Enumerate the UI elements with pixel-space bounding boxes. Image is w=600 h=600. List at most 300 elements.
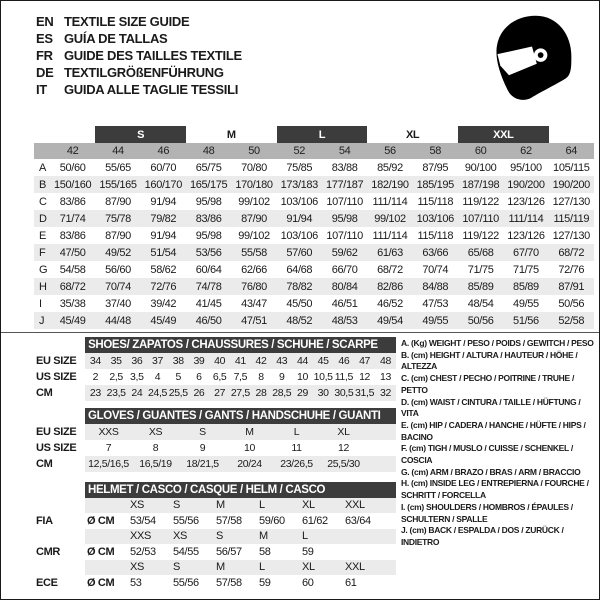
- measure-value: 57/60: [277, 244, 322, 261]
- measure-value: 80/84: [322, 278, 367, 295]
- measure-value: 90/100: [464, 161, 497, 174]
- measure-value: 44/48: [95, 312, 140, 329]
- measure-value: 91/94: [150, 229, 177, 242]
- measure-value: 91/94: [277, 210, 322, 227]
- measure-value: 71/74: [50, 210, 95, 227]
- row-letter: J: [34, 312, 50, 329]
- legend-item: E. (cm) HIP / CADERA / HANCHE / HÜFTE / HIPS / BACINO: [401, 419, 586, 442]
- racing-helmet-icon: [484, 9, 580, 107]
- gloves-row-eu-size: [36, 424, 396, 440]
- accessory-tables: [36, 337, 396, 591]
- helmet-value: 56/57: [216, 545, 242, 558]
- helmet-value-row-fia: [36, 513, 396, 529]
- helmet-title: HELMET / CASCO / CASQUE / HELM / CASCO: [85, 482, 396, 498]
- measure-value: 43/47: [241, 297, 267, 310]
- shoes-value: 28,5: [272, 387, 292, 399]
- measure-value: 111/114: [503, 210, 548, 227]
- shoes-value: 4: [154, 371, 161, 383]
- legend-item: G. (cm) ARM / BRAZO / BRAS / ARM / BRACCIO: [401, 466, 581, 477]
- measure-value: 64/68: [286, 263, 313, 276]
- measure-value: 55/58: [231, 244, 276, 261]
- measure-value: 62/66: [241, 263, 267, 276]
- measure-value: 76/80: [231, 278, 276, 295]
- size-number: 56: [367, 143, 412, 159]
- gloves-value: 7: [105, 442, 112, 454]
- language-row: [36, 64, 242, 81]
- helmet-value: 55/56: [173, 576, 199, 589]
- helmet-unit-label: Ø CM: [87, 545, 115, 558]
- measure-value: 71/75: [467, 263, 494, 276]
- helmet-size-label: XL: [299, 560, 342, 576]
- shoes-value: 13: [379, 371, 391, 383]
- measure-value: 72/76: [558, 263, 585, 276]
- measure-value: 123/126: [507, 229, 545, 242]
- measure-value: 127/130: [552, 195, 590, 208]
- measure-row-c: [34, 193, 594, 210]
- size-number: 48: [186, 143, 231, 159]
- measure-value: 99/102: [367, 210, 412, 227]
- size-group-xxl: XXL: [458, 126, 549, 143]
- shoes-value: 44: [292, 353, 313, 369]
- helmet-value: 58: [259, 545, 271, 558]
- shoes-value: 23: [85, 385, 106, 401]
- measure-value: 182/190: [367, 176, 412, 193]
- gloves-row-us-size: [36, 440, 396, 456]
- shoes-value: 25,5: [168, 387, 188, 399]
- measure-value: 187/198: [458, 176, 503, 193]
- measure-value: 165/175: [186, 176, 231, 193]
- measure-value: 95/100: [510, 161, 542, 174]
- row-letter: I: [39, 297, 42, 310]
- measure-value: 177/187: [322, 176, 367, 193]
- measure-value: 50/56: [458, 312, 503, 329]
- measure-value: 150/160: [50, 176, 95, 193]
- measure-row-b: [34, 176, 594, 193]
- measure-value: 65/68: [458, 244, 503, 261]
- helmet-value: 54/55: [173, 545, 199, 558]
- measure-value: 107/110: [326, 195, 363, 208]
- language-code: FR: [36, 48, 53, 63]
- helmet-value: 53: [130, 576, 142, 589]
- shoes-value: 27,5: [230, 387, 250, 399]
- helmet-value: 57/58: [216, 576, 242, 589]
- measure-row-i: [34, 295, 594, 312]
- gloves-value: 20/24: [226, 456, 273, 472]
- legend-item: F. (cm) TIGH / MUSLO / CUISSE / SCHENKEL / COSCIA: [401, 443, 573, 466]
- helmet-standard-label: CMR: [36, 544, 85, 560]
- row-letter: G: [39, 263, 48, 276]
- helmet-unit-label: Ø CM: [87, 576, 115, 589]
- measure-value: 107/110: [326, 229, 363, 242]
- shoes-row-label: EU SIZE: [36, 353, 85, 369]
- measure-value: 75/78: [95, 210, 140, 227]
- gloves-value: XL: [320, 424, 367, 440]
- gloves-row-label: EU SIZE: [36, 424, 85, 440]
- measure-value: 60/70: [150, 161, 177, 174]
- helmet-size-label: M: [213, 498, 256, 514]
- language-row: [36, 13, 242, 30]
- measure-value: 115/119: [549, 210, 594, 227]
- shoes-title: SHOES/ ZAPATOS / CHAUSSURES / SCHUHE / SCARPE: [85, 337, 396, 353]
- shoes-value: 10,5: [313, 371, 333, 383]
- helmet-size-label: XL: [299, 498, 342, 514]
- shoes-value: 2: [92, 371, 99, 383]
- measure-value: 70/80: [241, 161, 267, 174]
- measure-value: 87/90: [231, 210, 276, 227]
- measure-value: 72/76: [141, 278, 186, 295]
- measure-value: 75/85: [286, 161, 313, 174]
- gloves-value: 18/21,5: [179, 456, 226, 472]
- shoes-value: 23,5: [106, 387, 126, 399]
- shoes-value: 8: [258, 371, 264, 383]
- measure-value: 85/92: [377, 161, 403, 174]
- measure-value: 35/38: [59, 297, 86, 310]
- size-number: 60: [458, 143, 503, 159]
- shoes-value: 35: [106, 353, 127, 369]
- measure-value: 46/50: [186, 312, 231, 329]
- helmet-value: 59: [302, 545, 314, 558]
- gloves-size-table: [36, 408, 396, 472]
- helmet-size-label: S: [170, 498, 213, 514]
- measure-value: 51/56: [503, 312, 548, 329]
- gloves-filler: [367, 440, 396, 456]
- measure-value: 65/75: [195, 161, 222, 174]
- measure-value: 87/90: [105, 229, 131, 242]
- gloves-value: 25,5/30: [320, 456, 367, 472]
- measurement-legend: [401, 338, 598, 549]
- measure-value: 46/51: [331, 297, 358, 310]
- measure-value: 45/49: [141, 312, 186, 329]
- helmet-size-label: XS: [170, 529, 213, 545]
- measure-value: 99/102: [238, 229, 270, 242]
- measure-value: 45/50: [286, 297, 313, 310]
- language-title-list: [36, 13, 242, 98]
- gloves-value: M: [226, 424, 273, 440]
- legend-item: A. (Kg) WEIGHT / PESO / POIDS / GEWITCH / PESO: [401, 338, 594, 348]
- row-letter: B: [34, 176, 50, 193]
- legend-item: H. (cm) INSIDE LEG / ENTREPIERNA / FOURCHE / SCHRITT / FORCELLA: [401, 478, 589, 501]
- helmet-size-label: S: [213, 529, 256, 545]
- shoes-value: 40: [209, 353, 230, 369]
- shoes-value: 6: [196, 371, 202, 383]
- helmet-value: 59/60: [259, 514, 285, 527]
- measure-value: 87/95: [422, 161, 449, 174]
- size-number: 58: [413, 143, 458, 159]
- measure-value: 70/74: [422, 263, 449, 276]
- measure-value: 46/52: [377, 297, 403, 310]
- size-number: 54: [322, 143, 367, 159]
- measure-value: 47/51: [231, 312, 276, 329]
- helmet-value: 60: [302, 576, 314, 589]
- gloves-value: 11: [291, 442, 302, 454]
- shoes-value: 28: [251, 385, 272, 401]
- size-number: 50: [231, 143, 276, 159]
- measure-value: 111/114: [372, 229, 408, 242]
- shoes-value: 39: [189, 353, 210, 369]
- gloves-title: GLOVES / GUANTES / GANTS / HANDSCHUHE / GUANTI: [85, 408, 396, 424]
- shoes-value: 5: [175, 371, 181, 383]
- helmet-standard-label: ECE: [36, 575, 85, 591]
- helmet-size-label: XS: [127, 560, 170, 576]
- measure-value: 45/49: [50, 312, 95, 329]
- measure-value: 91/94: [150, 195, 177, 208]
- measure-value: 41/45: [195, 297, 222, 310]
- helmet-size-row: [36, 560, 396, 576]
- measure-value: 82/86: [367, 278, 412, 295]
- shoes-value: 9: [278, 371, 285, 383]
- measure-value: 67/70: [503, 244, 548, 261]
- size-number: 62: [503, 143, 548, 159]
- helmet-value: 59: [259, 576, 271, 589]
- measure-row-e: [34, 227, 594, 244]
- helmet-unit-label: Ø CM: [87, 514, 115, 527]
- shoes-value: 30: [313, 385, 334, 401]
- measure-value: 103/106: [280, 229, 318, 242]
- section-divider: [1, 332, 600, 333]
- row-letter: E: [39, 229, 46, 242]
- measure-value: 127/130: [552, 229, 590, 242]
- measure-value: 190/200: [549, 176, 594, 193]
- shoes-row-cm: [36, 385, 396, 401]
- size-number: 64: [549, 143, 594, 159]
- size-group-row: [34, 126, 594, 143]
- helmet-size-label: XXL: [342, 498, 385, 514]
- size-group-m: M: [226, 128, 236, 141]
- legend-item: I. (cm) SHOULDERS / HOMBROS / ÉPAULES / SCHULTERN / SPALLE: [401, 501, 573, 524]
- measure-value: 79/82: [141, 210, 186, 227]
- row-letter: D: [34, 210, 50, 227]
- language-title: TEXTILE SIZE GUIDE: [64, 14, 190, 29]
- row-letter: H: [34, 278, 50, 295]
- measure-value: 71/75: [513, 263, 539, 276]
- measure-value: 50/60: [59, 161, 86, 174]
- language-row: [36, 47, 242, 64]
- shoes-row-eu-size: [36, 353, 396, 369]
- measure-value: 53/56: [186, 244, 231, 261]
- helmet-value-row-cmr: [36, 544, 396, 560]
- measure-row-a: [34, 159, 594, 176]
- measure-value: 103/106: [280, 195, 318, 208]
- gloves-row-cm: [36, 456, 396, 472]
- measure-value: 115/118: [417, 229, 454, 242]
- measure-value: 49/52: [95, 244, 140, 261]
- language-code: IT: [36, 82, 47, 97]
- helmet-value: 53/54: [130, 514, 156, 527]
- shoes-value: 43: [271, 353, 292, 369]
- measure-value: 173/183: [277, 176, 322, 193]
- measure-value: 47/53: [422, 297, 449, 310]
- helmet-size-label: [342, 529, 385, 545]
- gloves-filler: [367, 456, 396, 472]
- measure-row-f: [34, 244, 594, 261]
- shoes-row-label: CM: [36, 385, 85, 401]
- measure-value: 59/62: [322, 244, 367, 261]
- shoes-value: 10: [296, 371, 308, 383]
- gloves-row-label: US SIZE: [36, 440, 85, 456]
- helmet-size-table: [36, 482, 396, 591]
- shoes-value: 45: [313, 353, 334, 369]
- shoes-value: 46: [334, 353, 355, 369]
- legend-item: D. (cm) WAIST / CINTURA / TAILLE / HÜFTUNG / VITA: [401, 396, 581, 419]
- measure-value: 60/64: [195, 263, 222, 276]
- measure-value: 123/126: [507, 195, 545, 208]
- shoes-row-us-size: [36, 369, 396, 385]
- gloves-value: 12,5/16,5: [85, 456, 132, 472]
- shoes-size-table: [36, 337, 396, 401]
- helmet-size-label: M: [213, 560, 256, 576]
- measure-value: 78/82: [277, 278, 322, 295]
- helmet-value: 57/58: [216, 514, 242, 527]
- measure-value: 87/91: [549, 278, 594, 295]
- measure-value: 99/102: [238, 195, 270, 208]
- measure-value: 119/122: [462, 195, 499, 208]
- measure-value: 51/54: [141, 244, 186, 261]
- shoes-value: 24: [126, 385, 147, 401]
- shoes-value: 29: [292, 385, 313, 401]
- gloves-header-row: [36, 408, 396, 424]
- measure-value: 49/55: [513, 297, 539, 310]
- measure-value: 185/195: [413, 176, 458, 193]
- shoes-value: 38: [168, 353, 189, 369]
- shoes-value: 48: [375, 353, 396, 369]
- helmet-size-row: [36, 529, 396, 545]
- size-group-l: L: [277, 126, 368, 143]
- language-row: [36, 81, 242, 98]
- shoes-value: 47: [354, 353, 375, 369]
- language-code: DE: [36, 65, 54, 80]
- measure-value: 56/60: [105, 263, 131, 276]
- language-title: TEXTILGRÖßENFÜHRUNG: [64, 65, 224, 80]
- helmet-size-label: XXL: [342, 560, 385, 576]
- helmet-value-row-ece: [36, 575, 396, 591]
- shoes-value: 24,5: [148, 387, 168, 399]
- gloves-value: 10: [244, 442, 255, 454]
- measure-value: 68/72: [377, 263, 403, 276]
- helmet-size-label: XS: [127, 498, 170, 514]
- gloves-value: XS: [132, 424, 179, 440]
- measure-value: 52/58: [549, 312, 594, 329]
- legend-item: C. (cm) CHEST / PECHO / POITRINE / TRUHE / PETTO: [401, 373, 575, 395]
- gloves-filler: [367, 424, 396, 440]
- measure-value: 87/90: [105, 195, 131, 208]
- measure-value: 105/115: [553, 161, 590, 174]
- measure-value: 85/89: [503, 278, 548, 295]
- measure-value: 49/55: [413, 312, 458, 329]
- legend-item: J. (cm) BACK / ESPALDA / DOS / ZURÜCK / INDIETRO: [401, 525, 564, 547]
- measure-value: 95/98: [195, 195, 222, 208]
- shoes-value: 42: [251, 353, 272, 369]
- shoes-value: 11,5: [334, 371, 353, 383]
- helmet-value: 55/56: [173, 514, 199, 527]
- gloves-row-label: CM: [36, 456, 85, 472]
- size-group-s: S: [95, 126, 186, 143]
- measure-value: 55/65: [105, 161, 131, 174]
- measure-value: 83/86: [59, 195, 86, 208]
- shoes-value: 36: [126, 353, 147, 369]
- helmet-size-label: L: [256, 498, 299, 514]
- language-title: GUIDE DES TAILLES TEXTILE: [64, 48, 242, 63]
- measure-value: 66/70: [331, 263, 358, 276]
- measure-value: 48/54: [467, 297, 494, 310]
- legend-item: B. (cm) HEIGHT / ALTURA / HAUTEUR / HÖHE / ALTEZZA: [401, 349, 578, 372]
- measure-value: 190/200: [503, 176, 548, 193]
- measure-value: 70/74: [95, 278, 140, 295]
- shoes-header-row: [36, 337, 396, 353]
- size-number: 52: [277, 143, 322, 159]
- helmet-size-label: XXS: [127, 529, 170, 545]
- helmet-value: [342, 544, 385, 560]
- measure-value: 95/98: [195, 229, 222, 242]
- measure-value: 95/98: [322, 210, 367, 227]
- row-letter: C: [39, 195, 47, 208]
- shoes-value: 37: [147, 353, 168, 369]
- measure-value: 39/42: [150, 297, 177, 310]
- shoes-value: 27: [209, 385, 230, 401]
- measure-value: 107/110: [458, 210, 503, 227]
- gloves-value: L: [273, 424, 320, 440]
- measure-value: 68/72: [50, 278, 95, 295]
- language-title: GUIDA ALLE TAGLIE TESSILI: [64, 82, 239, 97]
- shoes-value: 41: [230, 353, 251, 369]
- gloves-value: S: [179, 424, 226, 440]
- measure-value: 61/63: [367, 244, 412, 261]
- helmet-size-row: [36, 498, 396, 514]
- shoes-value: 26: [189, 385, 210, 401]
- measure-value: 111/114: [372, 195, 408, 208]
- shoes-value: 32: [375, 385, 396, 401]
- measure-value: 47/50: [50, 244, 95, 261]
- measure-value: 85/89: [458, 278, 503, 295]
- language-code: EN: [36, 14, 54, 29]
- measure-value: 160/170: [141, 176, 186, 193]
- measure-value: 83/88: [331, 161, 358, 174]
- helmet-size-label: L: [299, 529, 342, 545]
- shoes-value: 31,5: [355, 387, 375, 399]
- measure-value: 170/180: [231, 176, 276, 193]
- measure-value: 48/52: [277, 312, 322, 329]
- shoes-value: 7,5: [233, 371, 248, 383]
- helmet-size-label: L: [256, 560, 299, 576]
- measure-value: 84/88: [413, 278, 458, 295]
- measure-value: 74/78: [186, 278, 231, 295]
- measure-value: 103/106: [413, 210, 458, 227]
- row-letter: A: [39, 161, 46, 174]
- measure-value: 50/56: [558, 297, 585, 310]
- language-code: ES: [36, 31, 53, 46]
- helmet-value: 61: [345, 576, 357, 589]
- measure-value: 58/62: [150, 263, 177, 276]
- helmet-standard-label: FIA: [36, 513, 85, 529]
- measure-row-d: [34, 210, 594, 227]
- measure-value: 63/66: [413, 244, 458, 261]
- language-title: GUÍA DE TALLAS: [64, 31, 168, 46]
- measure-row-h: [34, 278, 594, 295]
- helmet-value: 52/53: [130, 545, 156, 558]
- helmet-value: 63/64: [345, 514, 371, 527]
- gloves-value: XXS: [85, 424, 132, 440]
- measure-row-j: [34, 312, 594, 329]
- size-number: 46: [141, 143, 186, 159]
- gloves-value: 9: [199, 442, 206, 454]
- helmet-value: 61/62: [302, 514, 328, 527]
- helmet-size-label: M: [256, 529, 299, 545]
- size-number-row: [34, 143, 594, 159]
- measure-value: 83/86: [186, 210, 231, 227]
- measure-value: 119/122: [462, 229, 499, 242]
- shoes-value: 6,5: [212, 371, 227, 383]
- shoes-value: 2,5: [109, 371, 123, 383]
- measure-value: 37/40: [105, 297, 131, 310]
